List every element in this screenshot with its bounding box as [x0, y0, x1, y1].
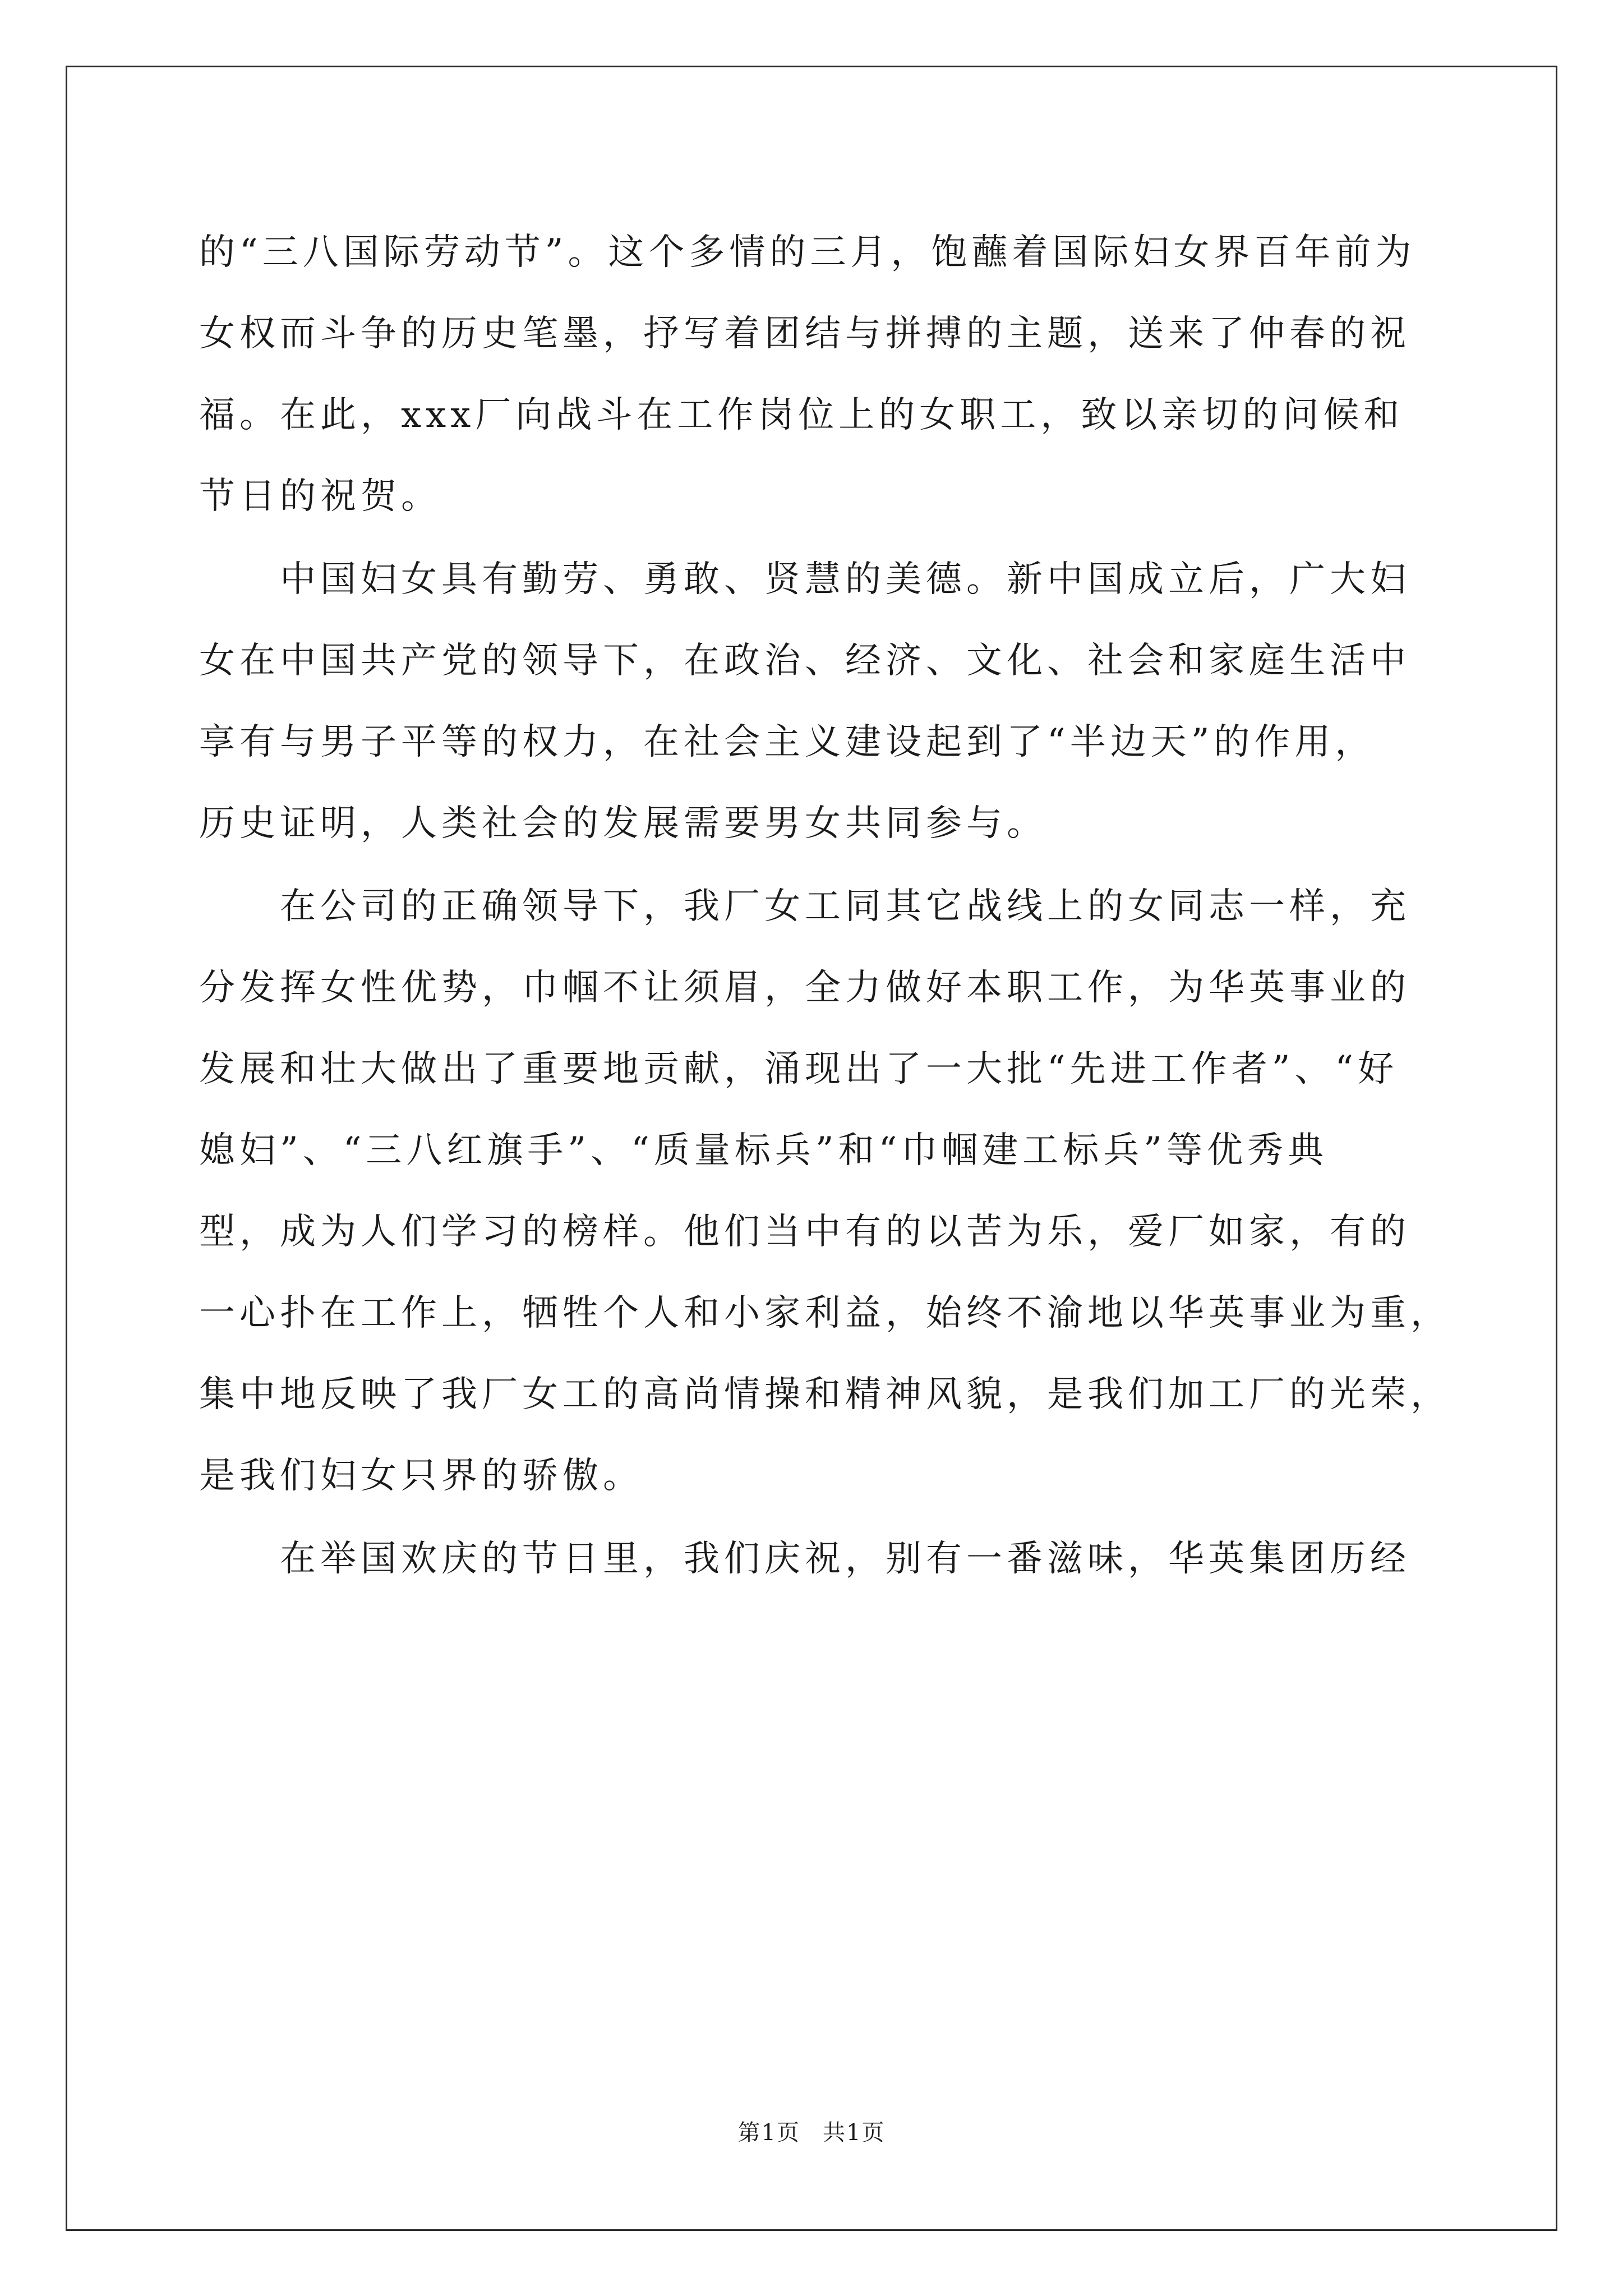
body-line: 享有与男子平等的权力，在社会主义建设起到了“半边天”的作用， [199, 721, 1376, 763]
body-line: 女在中国共产党的领导下，在政治、经济、文化、社会和家庭生活中 [199, 640, 1410, 682]
body-line: 在公司的正确领导下，我厂女工同其它战线上的女同志一样，充 [199, 886, 1410, 927]
body-line: 是我们妇女只界的骄傲。 [199, 1455, 643, 1497]
body-line: 集中地反映了我厂女工的高尚情操和精神风貌，是我们加工厂的光荣， [199, 1374, 1451, 1415]
body-line: 福。在此，xxx厂向战斗在工作岗位上的女职工，致以亲切的问候和 [199, 394, 1404, 436]
body-line: 媳妇”、“三八红旗手”、“质量标兵”和“巾帼建工标兵”等优秀典 [199, 1130, 1329, 1171]
body-line: 的“三八国际劳动节”。这个多情的三月，饱蘸着国际妇女界百年前为 [199, 232, 1416, 273]
body-line: 历史证明，人类社会的发展需要男女共同参与。 [199, 803, 1047, 844]
page-total: 共1页 [823, 2120, 886, 2146]
body-line: 女权而斗争的历史笔墨，抒写着团结与拼搏的主题，送来了仲春的祝 [199, 313, 1410, 355]
body-line: 节日的祝贺。 [199, 476, 441, 517]
body-line: 一心扑在工作上，牺牲个人和小家利益，始终不渝地以华英事业为重， [199, 1292, 1451, 1334]
body-line: 在举国欢庆的节日里，我们庆祝，别有一番滋味，华英集团历经 [199, 1538, 1410, 1580]
body-line: 分发挥女性优势，巾帼不让须眉，全力做好本职工作，为华英事业的 [199, 967, 1410, 1009]
page-current: 第1页 [737, 2120, 800, 2146]
body-line: 型，成为人们学习的榜样。他们当中有的以苦为乐，爱厂如家，有的 [199, 1211, 1410, 1253]
body-line: 中国妇女具有勤劳、勇敢、贤慧的美德。新中国成立后，广大妇 [199, 559, 1410, 600]
page-footer [0, 2115, 1623, 2147]
body-line: 发展和壮大做出了重要地贡献，涌现出了一大批“先进工作者”、“好 [199, 1048, 1399, 1090]
